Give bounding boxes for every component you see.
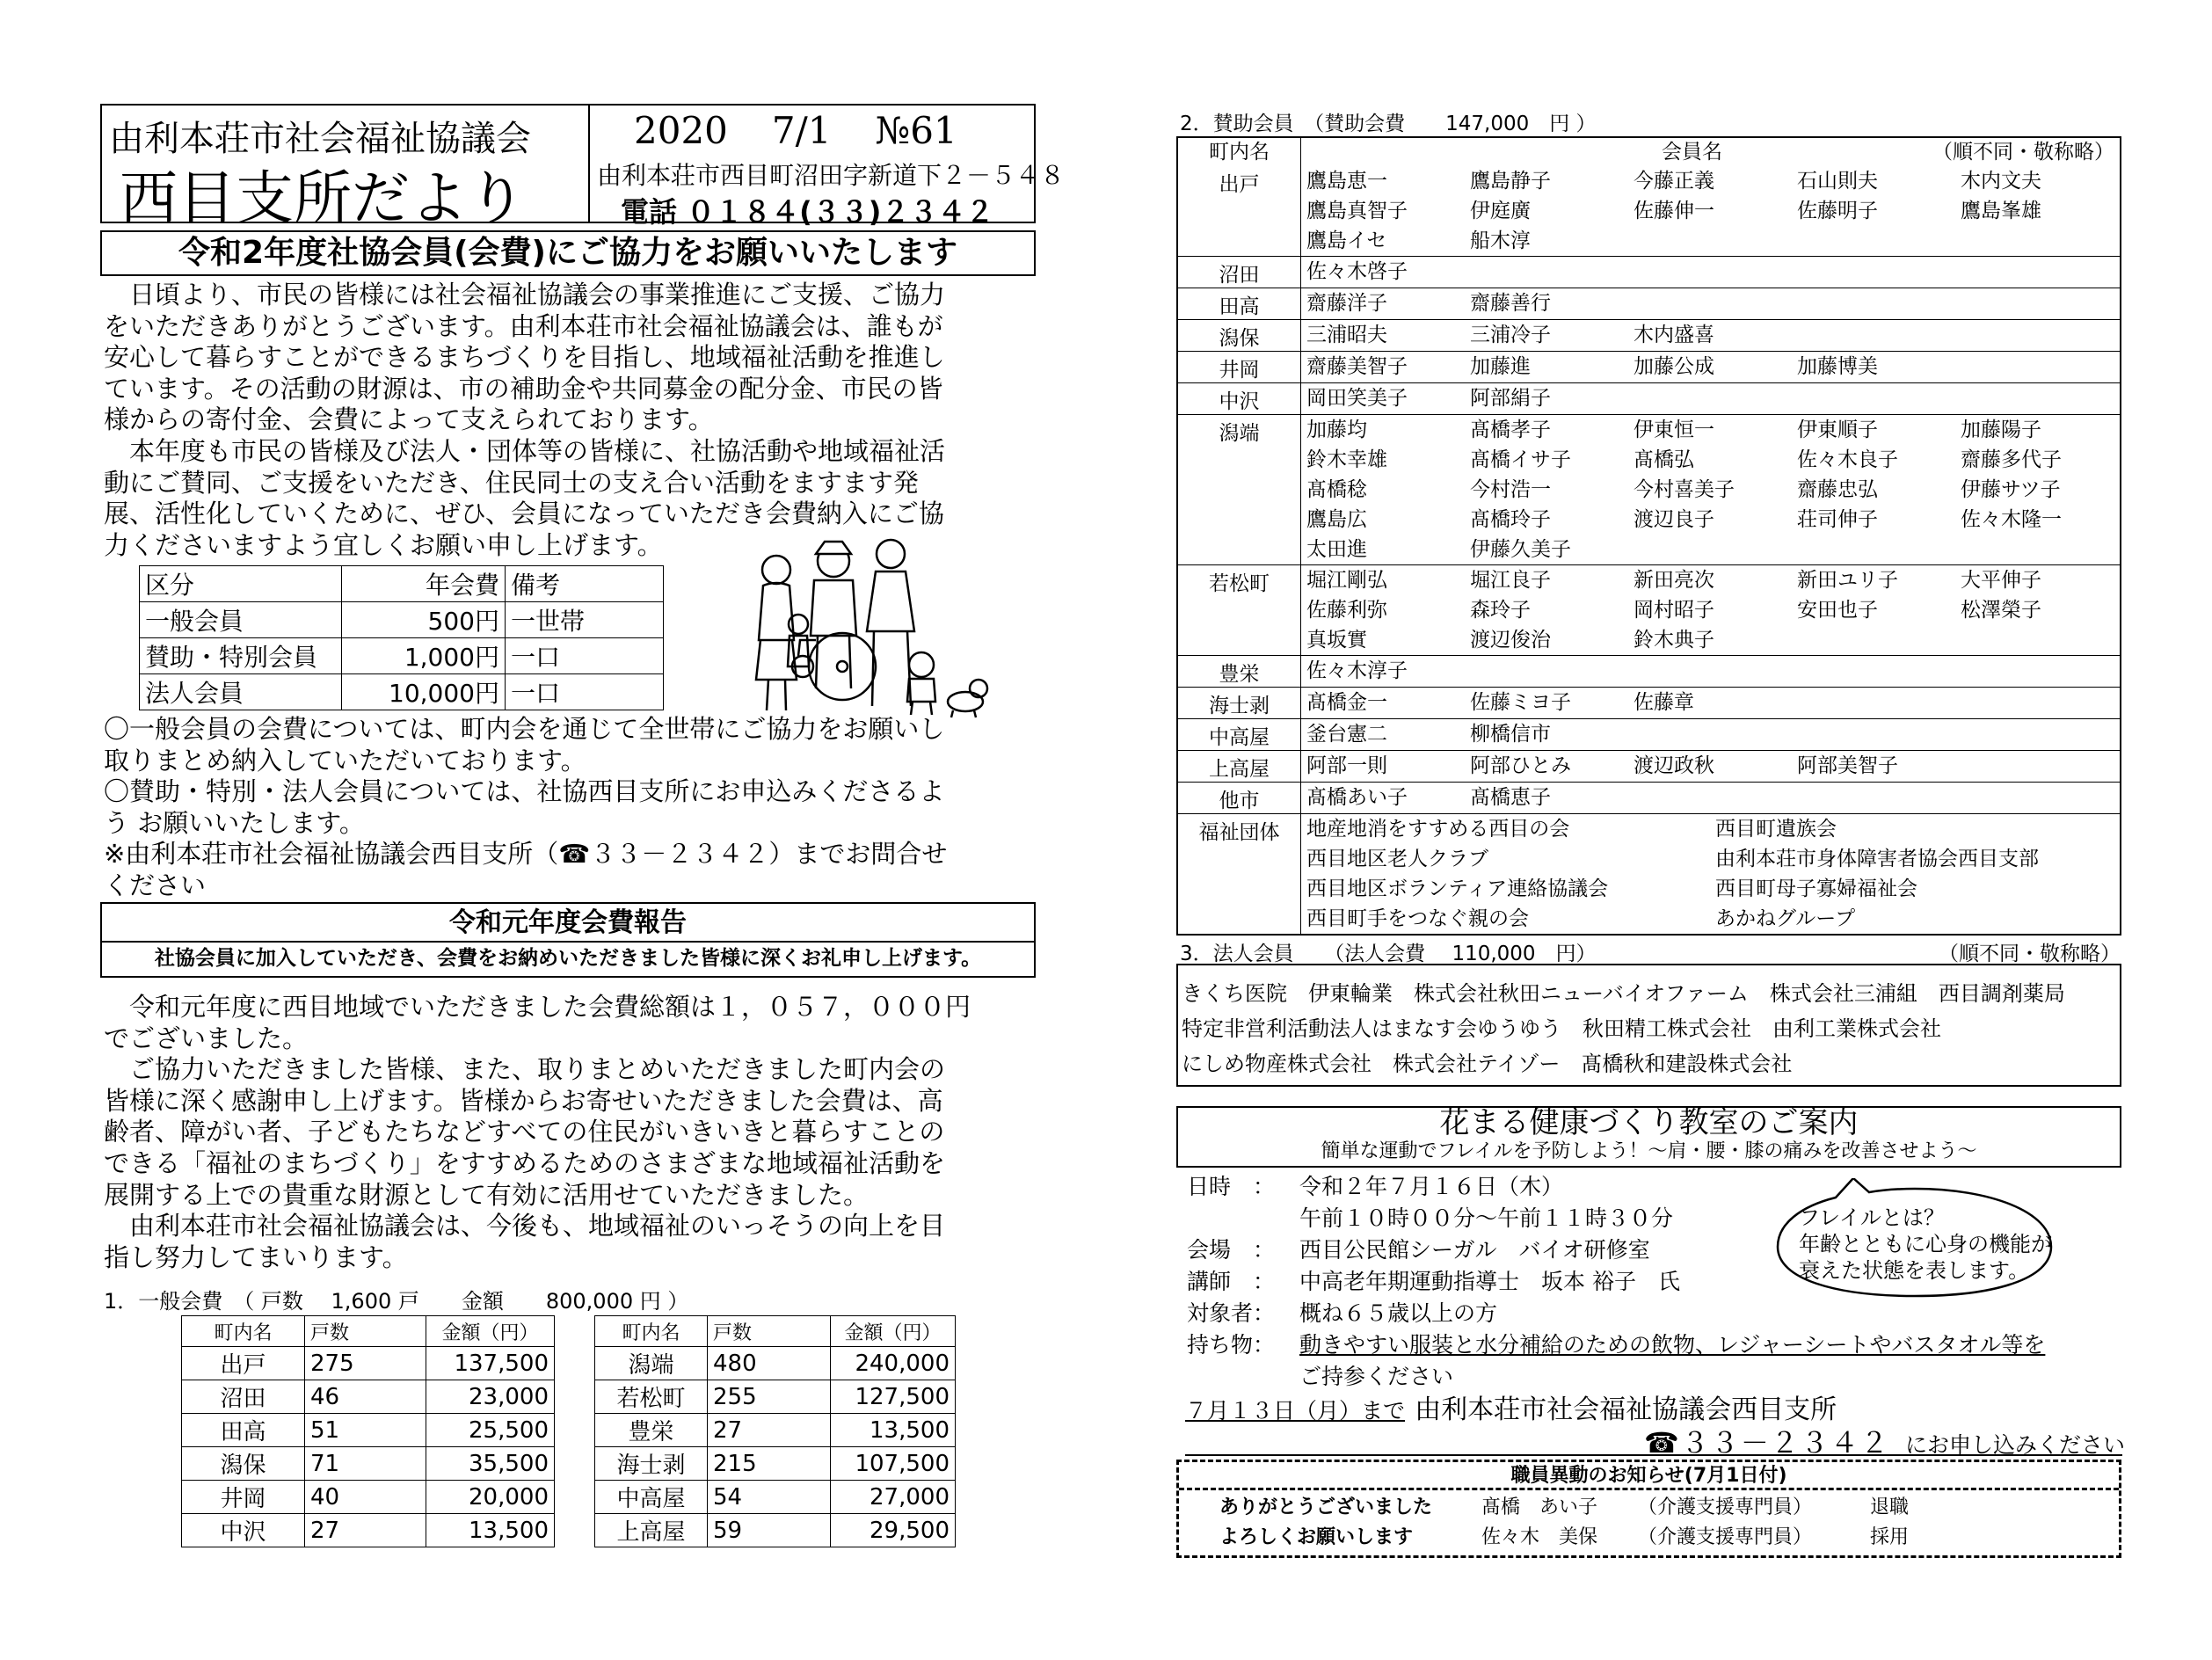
fee-category: 一般会員 xyxy=(140,602,342,638)
supporter-name: 阿部一則 xyxy=(1306,754,1387,777)
row-households: 46 xyxy=(305,1380,426,1414)
supporter-name: 髙橋イサ子 xyxy=(1470,448,1571,471)
supporter-row xyxy=(1178,288,2120,319)
supporter-names xyxy=(1301,783,2124,813)
supporter-name: 髙橋玲子 xyxy=(1470,508,1551,531)
bring-value: 動きやすい服装と水分補給のための飲物、レジャーシートやバスタオル等を xyxy=(1299,1332,2046,1358)
row-town: 潟端 xyxy=(595,1347,708,1380)
supporter-name: 佐藤利弥 xyxy=(1306,599,1387,622)
fee-category: 賛助・特別会員 xyxy=(140,638,342,674)
supporter-name: 森玲子 xyxy=(1470,599,1531,622)
corporate-heading: 3．法人会員 （法人会費 110,000 円） xyxy=(1180,943,1597,965)
row-town: 井岡 xyxy=(182,1481,305,1514)
bubble-line: フレイルとは？ xyxy=(1799,1205,1945,1230)
row-town: 中沢 xyxy=(182,1514,305,1547)
header-households: 戸数 xyxy=(708,1316,831,1347)
general-fee-header xyxy=(182,1316,555,1347)
supporter-names xyxy=(1301,383,2124,414)
supporter-name: 岡村昭子 xyxy=(1634,599,1714,622)
supporter-town: 潟保 xyxy=(1178,320,1301,351)
supporter-town: 沼田 xyxy=(1178,257,1301,288)
row-households: 51 xyxy=(305,1414,426,1447)
supporter-name: 松澤榮子 xyxy=(1961,599,2041,622)
supporter-name: 木内盛喜 xyxy=(1634,324,1714,346)
row-households: 480 xyxy=(708,1347,831,1380)
general-fee-row xyxy=(182,1514,555,1547)
supporter-row xyxy=(1178,319,2120,351)
note-line: 〇賛助・特別・法人会員については、社協西目支所にお申込みくださるよ xyxy=(104,776,945,807)
general-fee-heading: 1．一般会費 （ 戸数 1,600 戸 金額 800,000 円 ） xyxy=(104,1289,689,1314)
supporter-names xyxy=(1301,288,2124,319)
report-line: でございました。 xyxy=(104,1023,309,1053)
supporter-name: 鷹島イセ xyxy=(1306,229,1387,252)
supporter-name: 伊藤サツ子 xyxy=(1961,478,2061,501)
supporter-name: 伊庭廣 xyxy=(1470,200,1531,222)
supporter-row xyxy=(1178,256,2120,288)
row-households: 215 xyxy=(708,1447,831,1481)
supporter-name: 三浦昭夫 xyxy=(1306,324,1387,346)
col-members: 会員名 xyxy=(1662,141,1722,164)
fee-remarks: 一口 xyxy=(506,638,664,674)
staff-row xyxy=(1179,1522,2119,1554)
corporate-heading-row xyxy=(1180,937,2121,966)
appeal-line: 展、活性化していくために、ぜひ、会員になっていただき会費納入にご協 xyxy=(104,499,944,529)
fee-amount: 500円 xyxy=(342,602,506,638)
supporter-name: 真坂實 xyxy=(1306,629,1367,652)
row-households: 71 xyxy=(305,1447,426,1481)
supporter-name: 木内文夫 xyxy=(1961,170,2041,193)
supporter-names xyxy=(1301,656,2124,687)
issue-number: №61 xyxy=(875,109,957,152)
supporter-names xyxy=(1301,257,2124,288)
issue-date: 7/1 xyxy=(771,109,832,152)
row-town: 上高屋 xyxy=(595,1514,708,1547)
row-households: 27 xyxy=(305,1514,426,1547)
fee-header-amount: 年会費 xyxy=(342,566,506,602)
target-label: 対象者： xyxy=(1187,1300,1276,1326)
supporter-names xyxy=(1301,751,2124,782)
general-fee-row xyxy=(595,1414,956,1447)
supporter-name: 鷹島広 xyxy=(1306,508,1367,531)
col-town: 町内名 xyxy=(1178,138,1301,166)
row-amount: 35,500 xyxy=(426,1447,555,1481)
supporter-name: 鷹島峯雄 xyxy=(1961,200,2041,222)
supporter-name: 髙橋孝子 xyxy=(1470,419,1551,441)
staff-row xyxy=(1179,1490,2119,1522)
supporter-town: 若松町 xyxy=(1178,565,1301,655)
report-paragraph xyxy=(104,992,971,1273)
general-fee-row xyxy=(182,1447,555,1481)
row-households: 54 xyxy=(708,1481,831,1514)
frailty-bubble xyxy=(1765,1178,2064,1301)
general-fee-row xyxy=(182,1380,555,1414)
row-amount: 20,000 xyxy=(426,1481,555,1514)
row-households: 40 xyxy=(305,1481,426,1514)
report-line: 展開する上での貴重な財源として有効に活用せていただきました。 xyxy=(104,1179,870,1210)
staff-greeting: ありがとうございました xyxy=(1219,1496,1433,1518)
deadline: ７月１３日（月）まで xyxy=(1185,1398,1406,1423)
membership-notes xyxy=(104,714,947,902)
issue-year: 2020 xyxy=(634,109,728,152)
venue-value: 西目公民館シーガル バイオ研修室 xyxy=(1299,1237,1650,1263)
bring-label: 持ち物： xyxy=(1187,1332,1276,1358)
supporter-name: 加藤博美 xyxy=(1797,355,1878,378)
supporter-row xyxy=(1178,782,2120,813)
col-note: （順不同・敬称略） xyxy=(1932,141,2114,164)
staff-status: 退職 xyxy=(1870,1496,1910,1518)
general-fee-table-right xyxy=(594,1315,956,1547)
fee-category: 法人会員 xyxy=(140,674,342,710)
report-line: 皆様に深く感謝申し上げます。皆様からお寄せいただきました会費は、高 xyxy=(104,1085,943,1116)
row-town: 豊栄 xyxy=(595,1414,708,1447)
row-amount: 137,500 xyxy=(426,1347,555,1380)
welfare-group: 西目地区ボランティア連絡協議会 xyxy=(1306,877,1609,900)
supporter-name: 岡田笑美子 xyxy=(1306,387,1408,410)
header-amount: 金額（円） xyxy=(426,1316,555,1347)
corporate-line: 特定非営利活動法人はまなす会ゆうゆう 秋田精工株式会社 由利工業株式会社 xyxy=(1182,1016,1941,1041)
fee-row xyxy=(140,638,664,674)
welfare-group: 地産地消をすすめる西目の会 xyxy=(1306,818,1570,841)
row-amount: 13,500 xyxy=(831,1414,956,1447)
row-households: 255 xyxy=(708,1380,831,1414)
note-line: う お願いいたします。 xyxy=(104,807,365,838)
report-subheading: 社協会員に加入していただき、会費をお納めいただきました皆様に深くお礼申し上げます。 xyxy=(154,947,982,970)
corporate-line: きくち医院 伊東輪業 株式会社秋田ニューバイオファーム 株式会社三浦組 西目調剤薬局 xyxy=(1182,981,2065,1006)
supporter-town: 井岡 xyxy=(1178,352,1301,382)
supporter-names xyxy=(1301,688,2124,718)
bubble-line: 年齢とともに心身の機能が xyxy=(1799,1232,2052,1256)
supporter-name: 今藤正義 xyxy=(1634,170,1714,193)
supporter-name: 佐藤ミヨ子 xyxy=(1470,691,1571,714)
supporter-name: 佐々木啓子 xyxy=(1306,260,1408,283)
supporter-names xyxy=(1301,565,2124,655)
general-fee-row xyxy=(182,1347,555,1380)
supporter-name: 柳橋信市 xyxy=(1470,723,1551,746)
fee-row xyxy=(140,674,664,710)
date-value: 令和２年７月１６日（木） xyxy=(1299,1174,1564,1199)
welfare-group: 西目地区老人クラブ xyxy=(1306,848,1488,870)
appeal-line: をいただきありがとうございます。由利本荘市社会福祉協議会は、誰もが xyxy=(104,310,943,341)
general-fee-row xyxy=(182,1481,555,1514)
supporter-row xyxy=(1178,718,2120,750)
welfare-group: 西目町遺族会 xyxy=(1715,818,1837,841)
report-line: できる「福祉のまちづくり」をすすめるためのさまざまな地域福祉活動を xyxy=(104,1147,946,1178)
corporate-note: （順不同・敬称略） xyxy=(1939,943,2121,965)
phone: 電話 ０１８４(３３)２３４２ xyxy=(621,195,994,229)
supporter-name: 伊藤久美子 xyxy=(1470,538,1571,561)
supporter-name: 阿部美智子 xyxy=(1797,754,1898,777)
note-line: ※由利本荘市社会福祉協議会西目支所（☎３３－２３４２）までお問合せ xyxy=(104,839,948,870)
fee-remarks: 一世帯 xyxy=(506,602,664,638)
supporter-name: 髙橋金一 xyxy=(1306,691,1387,714)
row-town: 出戸 xyxy=(182,1347,305,1380)
supporter-row xyxy=(1178,351,2120,382)
bubble-text xyxy=(1799,1205,2052,1284)
general-fee-row xyxy=(595,1481,956,1514)
note-line: 取りまとめ納入していただいております。 xyxy=(104,745,586,775)
corporate-line: にしめ物産株式会社 株式会社テイゾー 髙橋秋和建設株式会社 xyxy=(1182,1052,1793,1076)
divider xyxy=(1185,1454,2122,1456)
fee-table-header xyxy=(140,566,664,602)
report-line: 齢者、障がい者、子どもたちなどすべての住民がいきいきと暮らすことの xyxy=(104,1117,945,1147)
supporter-name: 阿部絹子 xyxy=(1470,387,1551,410)
supporter-names xyxy=(1301,415,2124,564)
supporter-town: 上高屋 xyxy=(1178,751,1301,782)
supporter-row xyxy=(1178,382,2120,414)
row-town: 海士剥 xyxy=(595,1447,708,1481)
health-class-banner xyxy=(1176,1106,2121,1168)
row-town: 沼田 xyxy=(182,1380,305,1414)
staff-greeting: よろしくお願いします xyxy=(1219,1526,1414,1548)
supporters-heading: 2．賛助会員 （賛助会費 147,000 円 ） xyxy=(1180,113,1597,135)
supporter-name: 佐藤章 xyxy=(1634,691,1694,714)
appeal-line: ています。その活動の財源は、市の補助金や共同募金の配分金、市民の皆 xyxy=(104,373,943,404)
row-amount: 107,500 xyxy=(831,1447,956,1481)
supporter-names xyxy=(1301,352,2124,382)
general-fee-row xyxy=(182,1414,555,1447)
general-fee-row xyxy=(595,1514,956,1547)
supporter-town: 潟端 xyxy=(1178,415,1301,564)
instructor-value: 中高老年期運動指導士 坂本 裕子 氏 xyxy=(1299,1269,1680,1294)
instructor-label: 講師 ： xyxy=(1187,1269,1276,1294)
supporter-name: 新田亮次 xyxy=(1634,569,1714,592)
supporter-name: 伊東順子 xyxy=(1797,419,1878,441)
supporter-name: 髙橋あい子 xyxy=(1306,786,1408,809)
supporter-town: 出戸 xyxy=(1178,166,1301,256)
supporter-name: 鷹島静子 xyxy=(1470,170,1551,193)
row-amount: 240,000 xyxy=(831,1347,956,1380)
supporter-row xyxy=(1178,166,2120,256)
appeal-line: 動にご賛同、ご支援をいただき、住民同士の支え合い活動をますます発 xyxy=(104,467,919,498)
supporter-name: 太田進 xyxy=(1306,538,1367,561)
staff-name: 髙橋 あい子 xyxy=(1481,1496,1598,1518)
supporter-name: 佐々木淳子 xyxy=(1306,659,1408,682)
supporter-name: 新田ユリ子 xyxy=(1797,569,1898,592)
fee-table xyxy=(139,565,664,710)
target-value: 概ね６５歳以上の方 xyxy=(1299,1300,1498,1326)
supporter-name: 渡辺政秋 xyxy=(1634,754,1714,777)
report-heading-box xyxy=(100,902,1036,978)
supporter-row xyxy=(1178,564,2120,655)
supporters-table xyxy=(1176,136,2121,936)
supporter-names xyxy=(1301,719,2124,750)
supporter-names xyxy=(1301,166,2124,256)
supporter-name: 大平伸子 xyxy=(1961,569,2041,592)
health-class-title: 花まる健康づくり教室のご案内 xyxy=(1439,1105,1859,1140)
row-amount: 25,500 xyxy=(426,1414,555,1447)
supporter-name: 船木淳 xyxy=(1470,229,1531,252)
header-town: 町内名 xyxy=(595,1316,708,1347)
bubble-line: 衰えた状態を表します。 xyxy=(1799,1258,2030,1283)
staff-name: 佐々木 美保 xyxy=(1481,1526,1598,1548)
report-line: ご協力いただきました皆様、また、取りまとめいただきました町内会の xyxy=(104,1054,946,1085)
health-class-subtitle: 簡単な運動でフレイルを予防しよう！～肩・腰・膝の痛みを改善させよう～ xyxy=(1321,1140,1977,1162)
supporter-name: 今村浩一 xyxy=(1470,478,1551,501)
row-amount: 27,000 xyxy=(831,1481,956,1514)
header-amount: 金額（円） xyxy=(831,1316,956,1347)
fee-amount: 10,000円 xyxy=(342,674,506,710)
appeal-line: 力くださいますよう宜しくお願い申し上げます。 xyxy=(104,529,663,560)
appeal-line: 様からの寄付金、会費によって支えられております。 xyxy=(104,404,714,435)
welfare-groups xyxy=(1301,814,2120,934)
fee-amount: 1,000円 xyxy=(342,638,506,674)
row-households: 27 xyxy=(708,1414,831,1447)
supporter-town: 中沢 xyxy=(1178,383,1301,414)
appeal-line: 日頃より、市民の皆様には社会福祉協議会の事業推進にご支援、ご協力 xyxy=(104,280,946,309)
masthead xyxy=(100,104,1066,232)
welfare-group: 西目町手をつなぐ親の会 xyxy=(1306,907,1529,930)
fee-header-remarks: 備考 xyxy=(506,566,664,602)
supporter-name: 荘司伸子 xyxy=(1797,508,1878,531)
corporate-members xyxy=(1176,964,2121,1087)
supporter-name: 加藤進 xyxy=(1470,355,1531,378)
report-heading: 令和元年度会費報告 xyxy=(102,904,1034,943)
row-amount: 13,500 xyxy=(426,1514,555,1547)
supporter-name: 今村喜美子 xyxy=(1634,478,1735,501)
supporter-name: 齋藤美智子 xyxy=(1306,355,1408,378)
header-households: 戸数 xyxy=(305,1316,426,1347)
supporter-name: 石山則夫 xyxy=(1797,170,1878,193)
appeal-line: 本年度も市民の皆様及び法人・団体等の皆様に、社協活動や地域福祉活 xyxy=(104,435,946,466)
report-line: 令和元年度に西目地域でいただきました会費総額は１，０５７，０００円 xyxy=(104,992,971,1022)
general-fee-row xyxy=(595,1380,956,1414)
staff-title: 職員異動のお知らせ(7月1日付) xyxy=(1179,1462,2119,1490)
welfare-groups-row xyxy=(1178,813,2120,934)
general-fee-table-left xyxy=(181,1315,555,1547)
row-town: 中高屋 xyxy=(595,1481,708,1514)
supporter-row xyxy=(1178,687,2120,718)
row-households: 275 xyxy=(305,1347,426,1380)
supporter-name: 堀江剛弘 xyxy=(1306,569,1387,592)
supporter-name: 佐々木隆一 xyxy=(1961,508,2062,531)
family-illustration xyxy=(710,535,992,719)
supporter-town: 海士剥 xyxy=(1178,688,1301,718)
supporter-name: 鷹島恵一 xyxy=(1306,170,1387,193)
supporter-town: 豊栄 xyxy=(1178,656,1301,687)
supporter-row xyxy=(1178,655,2120,687)
fee-row xyxy=(140,602,664,638)
supporter-name: 髙橋恵子 xyxy=(1470,786,1551,809)
appeal-line: 安心して暮らすことができるまちづくりを目指し、地域福祉活動を推進し xyxy=(104,342,945,373)
general-fee-header xyxy=(595,1316,956,1347)
supporter-name: 堀江良子 xyxy=(1470,569,1551,592)
report-line: 由利本荘市社会福祉協議会は、今後も、地域福祉のいっそうの向上を目 xyxy=(104,1211,946,1241)
supporters-header xyxy=(1178,138,2120,166)
welfare-group: 由利本荘市身体障害者協会西目支部 xyxy=(1715,848,2039,870)
appeal-heading: 令和2年度社協会員(会費)にご協力をお願いいたします xyxy=(100,230,1036,276)
row-town: 潟保 xyxy=(182,1447,305,1481)
report-line: 指し努力してまいります。 xyxy=(104,1241,408,1272)
header-town: 町内名 xyxy=(182,1316,305,1347)
supporter-name: 鈴木幸雄 xyxy=(1306,448,1387,471)
date-label: 日時 ： xyxy=(1187,1174,1276,1199)
general-fee-row xyxy=(595,1347,956,1380)
contact-phone: ☎３３－２３４２ xyxy=(1644,1426,1890,1460)
row-town: 田高 xyxy=(182,1414,305,1447)
supporter-name: 齋藤洋子 xyxy=(1306,292,1387,315)
supporter-name: 加藤陽子 xyxy=(1961,419,2041,441)
supporter-town: 他市 xyxy=(1178,783,1301,813)
supporter-town: 田高 xyxy=(1178,288,1301,319)
newsletter-title: 西目支所だより xyxy=(120,164,526,232)
time-value: 午前１０時００分～午前１１時３０分 xyxy=(1299,1205,1674,1231)
venue-label: 会場 ： xyxy=(1187,1237,1276,1263)
staff-role: （介護支援専門員） xyxy=(1638,1496,1813,1518)
supporter-row xyxy=(1178,414,2120,564)
supporter-name: 加藤公成 xyxy=(1634,355,1714,378)
note-line: ください xyxy=(104,870,207,900)
supporter-names xyxy=(1301,320,2124,351)
supporter-name: 佐々木良子 xyxy=(1797,448,1898,471)
row-amount: 23,000 xyxy=(426,1380,555,1414)
supporter-name: 齋藤善行 xyxy=(1470,292,1551,315)
row-town: 若松町 xyxy=(595,1380,708,1414)
note-line: 〇一般会員の会費については、町内会を通じて全世帯にご協力をお願いし xyxy=(104,714,945,744)
row-households: 59 xyxy=(708,1514,831,1547)
supporter-name: 阿部ひとみ xyxy=(1470,754,1571,777)
supporter-name: 安田也子 xyxy=(1797,599,1878,622)
supporter-name: 髙橋弘 xyxy=(1634,448,1694,471)
masthead-title-box xyxy=(102,106,590,232)
bring-value-2: ご持参ください xyxy=(1299,1364,1454,1389)
supporter-name: 齋藤忠弘 xyxy=(1797,478,1878,501)
contact-suffix: にお申し込みください xyxy=(1904,1432,2125,1458)
supporter-name: 釜台憲二 xyxy=(1306,723,1387,746)
supporter-name: 伊東恒一 xyxy=(1634,419,1714,441)
supporter-name: 鷹島真智子 xyxy=(1306,200,1408,222)
supporter-row xyxy=(1178,750,2120,782)
row-amount: 127,500 xyxy=(831,1380,956,1414)
contact-org: 由利本荘市社会福祉協議会西目支所 xyxy=(1415,1394,1837,1425)
staff-role: （介護支援専門員） xyxy=(1638,1526,1813,1548)
supporter-name: 加藤均 xyxy=(1306,419,1367,441)
supporter-town: 中高屋 xyxy=(1178,719,1301,750)
supporter-name: 髙橋稔 xyxy=(1306,478,1367,501)
general-fee-row xyxy=(595,1447,956,1481)
col-members-cell xyxy=(1301,138,2120,166)
address: 由利本荘市西目町沼田字新道下２－５４８ xyxy=(597,161,1066,190)
supporter-name: 佐藤明子 xyxy=(1797,200,1878,222)
supporter-name: 鈴木典子 xyxy=(1634,629,1714,652)
organization-name: 由利本荘市社会福祉協議会 xyxy=(109,119,531,159)
welfare-group: 西目町母子寡婦福祉会 xyxy=(1715,877,1917,900)
appeal-paragraph xyxy=(104,280,945,561)
welfare-town: 福祉団体 xyxy=(1178,814,1301,934)
supporter-name: 三浦冷子 xyxy=(1470,324,1551,346)
welfare-group: あかねグループ xyxy=(1715,907,1856,930)
supporter-name: 渡辺俊治 xyxy=(1470,629,1551,652)
supporters-rows xyxy=(1178,166,2120,813)
supporter-name: 佐藤伸一 xyxy=(1634,200,1714,222)
supporter-name: 渡辺良子 xyxy=(1634,508,1714,531)
staff-notice xyxy=(1176,1460,2121,1558)
row-amount: 29,500 xyxy=(831,1514,956,1547)
issue-info xyxy=(634,109,957,152)
fee-header-category: 区分 xyxy=(140,566,342,602)
supporter-name: 齋藤多代子 xyxy=(1961,448,2062,471)
fee-remarks: 一口 xyxy=(506,674,664,710)
staff-status: 採用 xyxy=(1870,1526,1910,1548)
